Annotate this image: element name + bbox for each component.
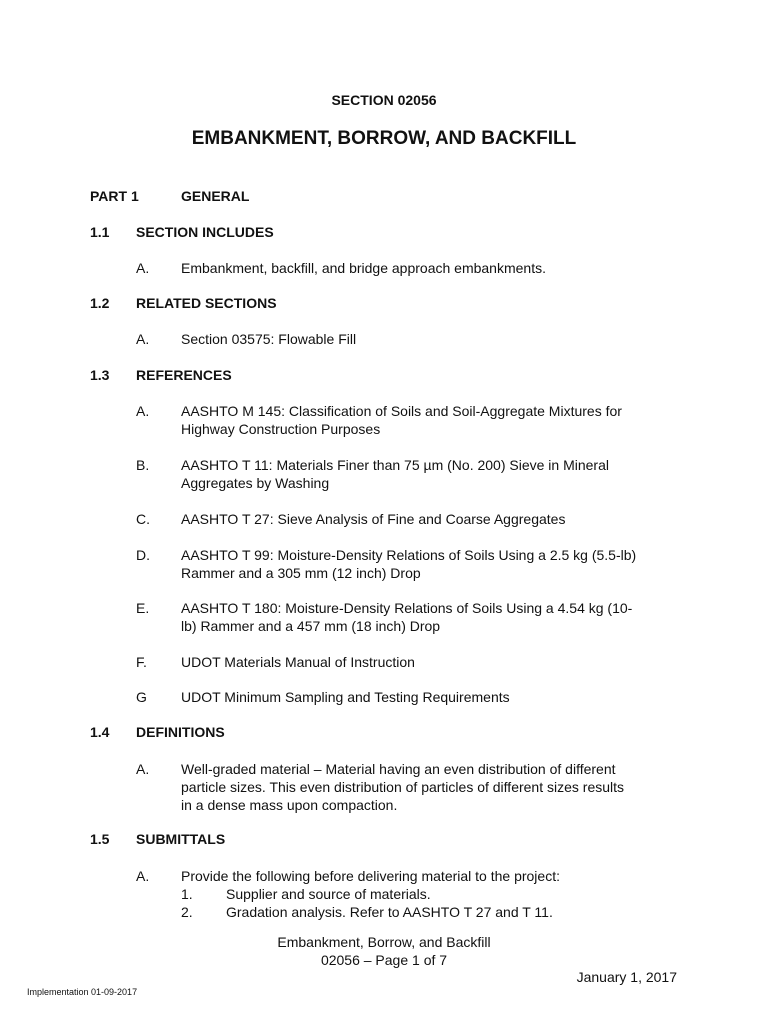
item-label: E. bbox=[136, 600, 150, 616]
footer-date: January 1, 2017 bbox=[576, 969, 677, 985]
item-text-line: in a dense mass upon compaction. bbox=[181, 797, 398, 813]
footer-title: Embankment, Borrow, and Backfill bbox=[277, 934, 491, 950]
section-1-5-title: SUBMITTALS bbox=[136, 831, 226, 847]
item-label: A. bbox=[136, 761, 150, 777]
section-1-3-number: 1.3 bbox=[90, 367, 110, 383]
section-1-2-title: RELATED SECTIONS bbox=[136, 295, 277, 311]
item-text-line: Well-graded material – Material having an even distribution of different bbox=[181, 761, 616, 777]
item-text-line: lb) Rammer and a 457 mm (18 inch) Drop bbox=[181, 618, 441, 634]
item-text-line: AASHTO M 145: Classification of Soils and Soil-Aggregate Mixtures for bbox=[181, 403, 622, 419]
part-title: GENERAL bbox=[181, 188, 250, 204]
item-text: Section 03575: Flowable Fill bbox=[181, 331, 357, 347]
part-number: PART 1 bbox=[90, 188, 139, 204]
item-label: G bbox=[136, 689, 147, 705]
section-1-2-number: 1.2 bbox=[90, 295, 110, 311]
subitem-label: 1. bbox=[181, 886, 193, 902]
item-label: B. bbox=[136, 457, 150, 473]
subitem-label: 2. bbox=[181, 904, 193, 920]
item-label: F. bbox=[136, 654, 147, 670]
item-label: A. bbox=[136, 260, 150, 276]
item-label: D. bbox=[136, 547, 150, 563]
subitem-text: Supplier and source of materials. bbox=[226, 886, 431, 902]
item-label: C. bbox=[136, 511, 150, 527]
section-title: EMBANKMENT, BORROW, AND BACKFILL bbox=[191, 128, 577, 149]
item-text: AASHTO T 27: Sieve Analysis of Fine and Coarse Aggregates bbox=[181, 511, 566, 527]
item-label: A. bbox=[136, 868, 150, 884]
section-1-3-title: REFERENCES bbox=[136, 367, 232, 383]
implementation-date: Implementation 01-09-2017 bbox=[27, 987, 138, 997]
item-text-line: Aggregates by Washing bbox=[181, 475, 330, 491]
item-text-line: Rammer and a 305 mm (12 inch) Drop bbox=[181, 565, 421, 581]
item-text: Embankment, backfill, and bridge approach embankments. bbox=[181, 260, 546, 276]
item-label: A. bbox=[136, 331, 150, 347]
section-1-5-number: 1.5 bbox=[90, 831, 110, 847]
item-text-line: AASHTO T 99: Moisture-Density Relations of Soils Using a 2.5 kg (5.5-lb) bbox=[181, 547, 637, 563]
item-text-line: AASHTO T 11: Materials Finer than 75 µm (No. 200) Sieve in Mineral bbox=[181, 457, 609, 473]
item-text: UDOT Minimum Sampling and Testing Requirements bbox=[181, 689, 510, 705]
item-label: A. bbox=[136, 403, 150, 419]
item-text-line: particle sizes. This even distribution of particles of different sizes results bbox=[181, 779, 625, 795]
section-number: SECTION 02056 bbox=[331, 92, 437, 108]
section-1-4-title: DEFINITIONS bbox=[136, 724, 225, 740]
footer-page-number: 02056 – Page 1 of 7 bbox=[320, 952, 448, 968]
item-text-line: Highway Construction Purposes bbox=[181, 421, 381, 437]
item-text-line: AASHTO T 180: Moisture-Density Relations of Soils Using a 4.54 kg (10- bbox=[181, 600, 633, 616]
item-text: Provide the following before delivering material to the project: bbox=[181, 868, 560, 884]
section-1-1-number: 1.1 bbox=[90, 224, 110, 240]
subitem-text: Gradation analysis. Refer to AASHTO T 27 and T 11. bbox=[226, 904, 553, 920]
section-1-4-number: 1.4 bbox=[90, 724, 110, 740]
item-text: UDOT Materials Manual of Instruction bbox=[181, 654, 415, 670]
section-1-1-title: SECTION INCLUDES bbox=[136, 224, 274, 240]
